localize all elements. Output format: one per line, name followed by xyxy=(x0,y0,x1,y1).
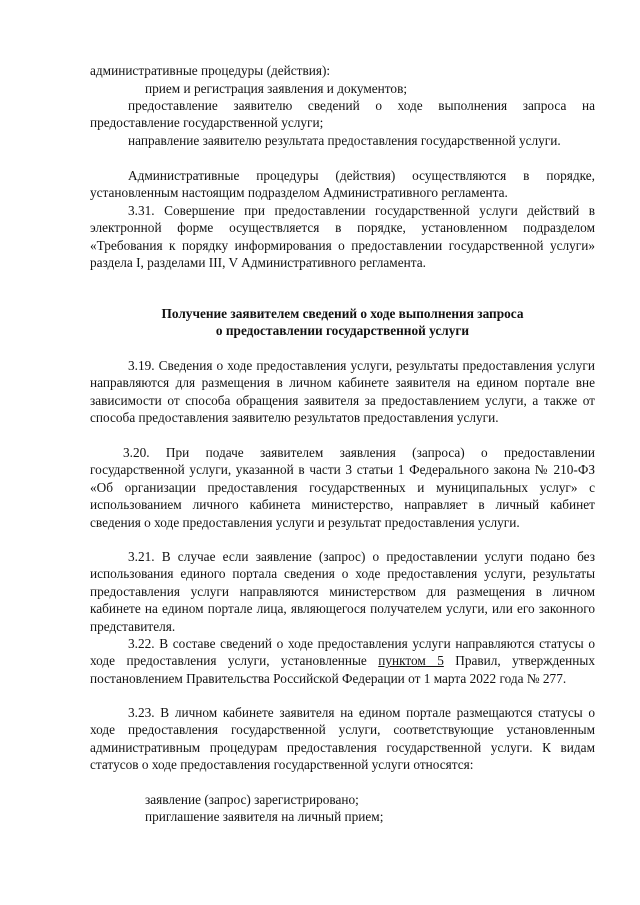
paragraph-3-23: 3.23. В личном кабинете заявителя на едином портале размещаются статусы о ходе предоставления государственной услуги, соответствующие установленным административным процедурам предоставления государственной услуги. К видам статусов о ходе предоставления государственной услуги относятся: xyxy=(90,705,595,773)
procedure-item-receipt: прием и регистрация заявления и документов; xyxy=(145,81,408,96)
status-item-invitation: приглашение заявителя на личный прием; xyxy=(145,809,384,824)
paragraph-3-22-text-a: 3.22. В составе сведений о ходе предоставления услуги направляются статусы о ходе предоставления услуги, установленные xyxy=(90,636,595,669)
paragraph-3-22-text-b: Правил, утвержденных постановлением Правительства Российской Федерации от 1 марта 2022 года № 277. xyxy=(90,653,595,686)
procedures-order-paragraph: Административные процедуры (действия) осуществляются в порядке, установленным настоящим подразделом Административного регламента. xyxy=(90,168,595,201)
procedure-item-result: направление заявителю результата предоставления государственной услуги. xyxy=(128,133,561,148)
paragraph-3-31: 3.31. Совершение при предоставлении государственной услуги действий в электронной форме осуществляется в порядке, установленном подразделом «Требования к порядку информирования о предоставлении государственной услуги» раздела I, разделами III, V Административного регламента. xyxy=(90,203,595,271)
paragraph-3-20: 3.20. При подаче заявителем заявления (запроса) о предоставлении государственной услуги, указанной в части 3 статьи 1 Федерального закона № 210-ФЗ «Об организации предоставления государственных и муниципальных услуг» с использованием личного кабинета министерство, направляет в личный кабинет сведения о ходе предоставления услуги и результат предоставления услуги. xyxy=(90,445,595,530)
paragraph-3-19: 3.19. Сведения о ходе предоставления услуги, результаты предоставления услуги направляются для размещения в личном кабинете заявителя на едином портале вне зависимости от способа обращения заявителя за предоставлением услуги, а также от способа предоставления заявителю результатов предоставления услуги. xyxy=(90,358,595,426)
procedure-item-info: предоставление заявителю сведений о ходе выполнения запроса на предоставление государственной услуги; xyxy=(90,98,595,131)
status-item-registered: заявление (запрос) зарегистрировано; xyxy=(145,792,359,807)
section-heading-line1: Получение заявителем сведений о ходе выполнения запроса xyxy=(161,306,524,321)
rule-point-link[interactable]: пунктом 5 xyxy=(378,653,444,669)
paragraph-3-21: 3.21. В случае если заявление (запрос) о предоставлении услуги подано без использования единого портала сведения о ходе предоставления услуги, результаты предоставления услуги направляются министерством для размещения в личном кабинете на едином портале лица, являющегося получателем услуги, или его законного представителя. xyxy=(90,549,595,634)
paragraph-3-22 xyxy=(90,635,595,687)
section-heading-line2: о предоставлении государственной услуги xyxy=(215,323,470,338)
procedures-intro: административные процедуры (действия): xyxy=(90,63,331,78)
